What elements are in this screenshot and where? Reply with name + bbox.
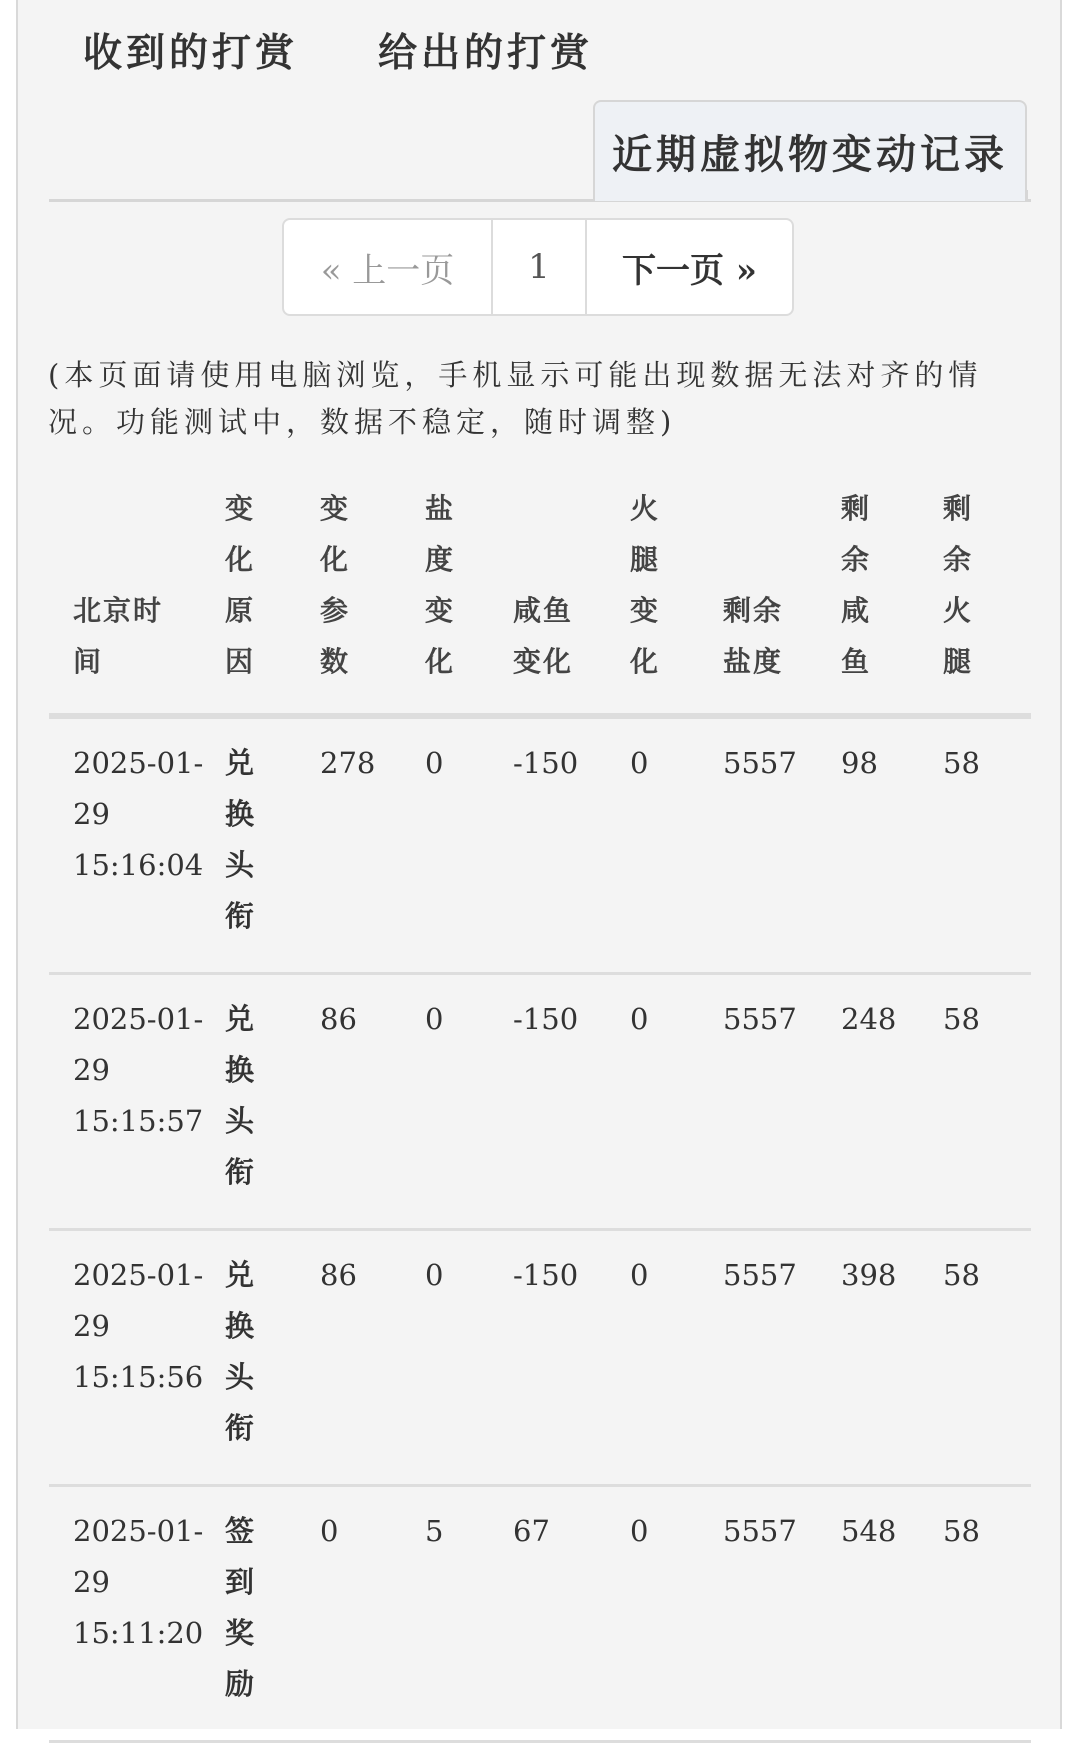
cell-fish-change: -150 — [513, 974, 630, 1230]
cell-remaining-fish: 398 — [841, 1230, 943, 1486]
tab-virtual-item-records-label: 近期虚拟物变动记录 — [612, 131, 1008, 178]
next-page-button[interactable]: 下一页 » — [621, 250, 758, 291]
cell-remaining-ham: 58 — [943, 1486, 1031, 1742]
header-remaining-salt: 剩余盐度 — [723, 483, 841, 716]
cell-remaining-ham: 58 — [943, 1230, 1031, 1486]
cell-fish-change: 67 — [513, 1486, 630, 1742]
cell-ham-change: 0 — [630, 1230, 723, 1486]
header-fish-change: 咸鱼变化 — [513, 483, 630, 716]
cell-remaining-salt: 5557 — [723, 1486, 841, 1742]
cell-remaining-salt: 5557 — [723, 974, 841, 1230]
cell-time: 2025-01-29 15:16:04 — [49, 716, 225, 974]
cell-remaining-fish: 248 — [841, 974, 943, 1230]
header-time: 北京时间 — [49, 483, 225, 716]
tab-received-rewards[interactable]: 收到的打赏 — [83, 30, 299, 76]
records-table — [49, 483, 1031, 1743]
page-container — [16, 0, 1062, 1729]
cell-remaining-ham: 58 — [943, 716, 1031, 974]
cell-salt-change: 5 — [425, 1486, 513, 1742]
table-row — [49, 716, 1031, 974]
cell-reason: 兑换头衔 — [225, 716, 320, 974]
cell-ham-change: 0 — [630, 716, 723, 974]
header-remaining-ham: 剩余火腿 — [943, 483, 1031, 716]
tab-given-rewards[interactable]: 给出的打赏 — [378, 30, 594, 76]
table-row — [49, 974, 1031, 1230]
cell-remaining-salt: 5557 — [723, 1230, 841, 1486]
cell-param: 86 — [320, 1230, 425, 1486]
top-tabs — [83, 22, 593, 78]
table-row — [49, 1486, 1031, 1742]
cell-ham-change: 0 — [630, 1486, 723, 1742]
cell-reason: 签到奖励 — [225, 1486, 320, 1742]
cell-salt-change: 0 — [425, 716, 513, 974]
cell-remaining-ham: 58 — [943, 974, 1031, 1230]
cell-salt-change: 0 — [425, 974, 513, 1230]
tab-divider-cap — [1025, 190, 1028, 202]
pagination — [282, 218, 794, 316]
cell-salt-change: 0 — [425, 1230, 513, 1486]
prev-page-button[interactable]: « 上一页 — [284, 220, 493, 314]
cell-param: 0 — [320, 1486, 425, 1742]
cell-param: 86 — [320, 974, 425, 1230]
header-salt-change: 盐度变化 — [425, 483, 513, 716]
cell-remaining-fish: 548 — [841, 1486, 943, 1742]
cell-time: 2025-01-29 15:11:20 — [49, 1486, 225, 1742]
header-remaining-fish: 剩余咸鱼 — [841, 483, 943, 716]
cell-ham-change: 0 — [630, 974, 723, 1230]
cell-time: 2025-01-29 15:15:57 — [49, 974, 225, 1230]
header-param: 变化参数 — [320, 483, 425, 716]
header-ham-change: 火腿变化 — [630, 483, 723, 716]
tab-virtual-item-records[interactable] — [593, 100, 1027, 201]
header-reason: 变化原因 — [225, 483, 320, 716]
cell-remaining-salt: 5557 — [723, 716, 841, 974]
notice-text: (本页面请使用电脑浏览，手机显示可能出现数据无法对齐的情况。功能测试中，数据不稳定，随时调整) — [48, 358, 983, 439]
cell-reason: 兑换头衔 — [225, 1230, 320, 1486]
cell-fish-change: -150 — [513, 716, 630, 974]
table-header-row — [49, 483, 1031, 716]
cell-param: 278 — [320, 716, 425, 974]
page-number-button[interactable]: 1 — [493, 220, 587, 314]
cell-remaining-fish: 98 — [841, 716, 943, 974]
cell-fish-change: -150 — [513, 1230, 630, 1486]
cell-reason: 兑换头衔 — [225, 974, 320, 1230]
table-row — [49, 1230, 1031, 1486]
cell-time: 2025-01-29 15:15:56 — [49, 1230, 225, 1486]
